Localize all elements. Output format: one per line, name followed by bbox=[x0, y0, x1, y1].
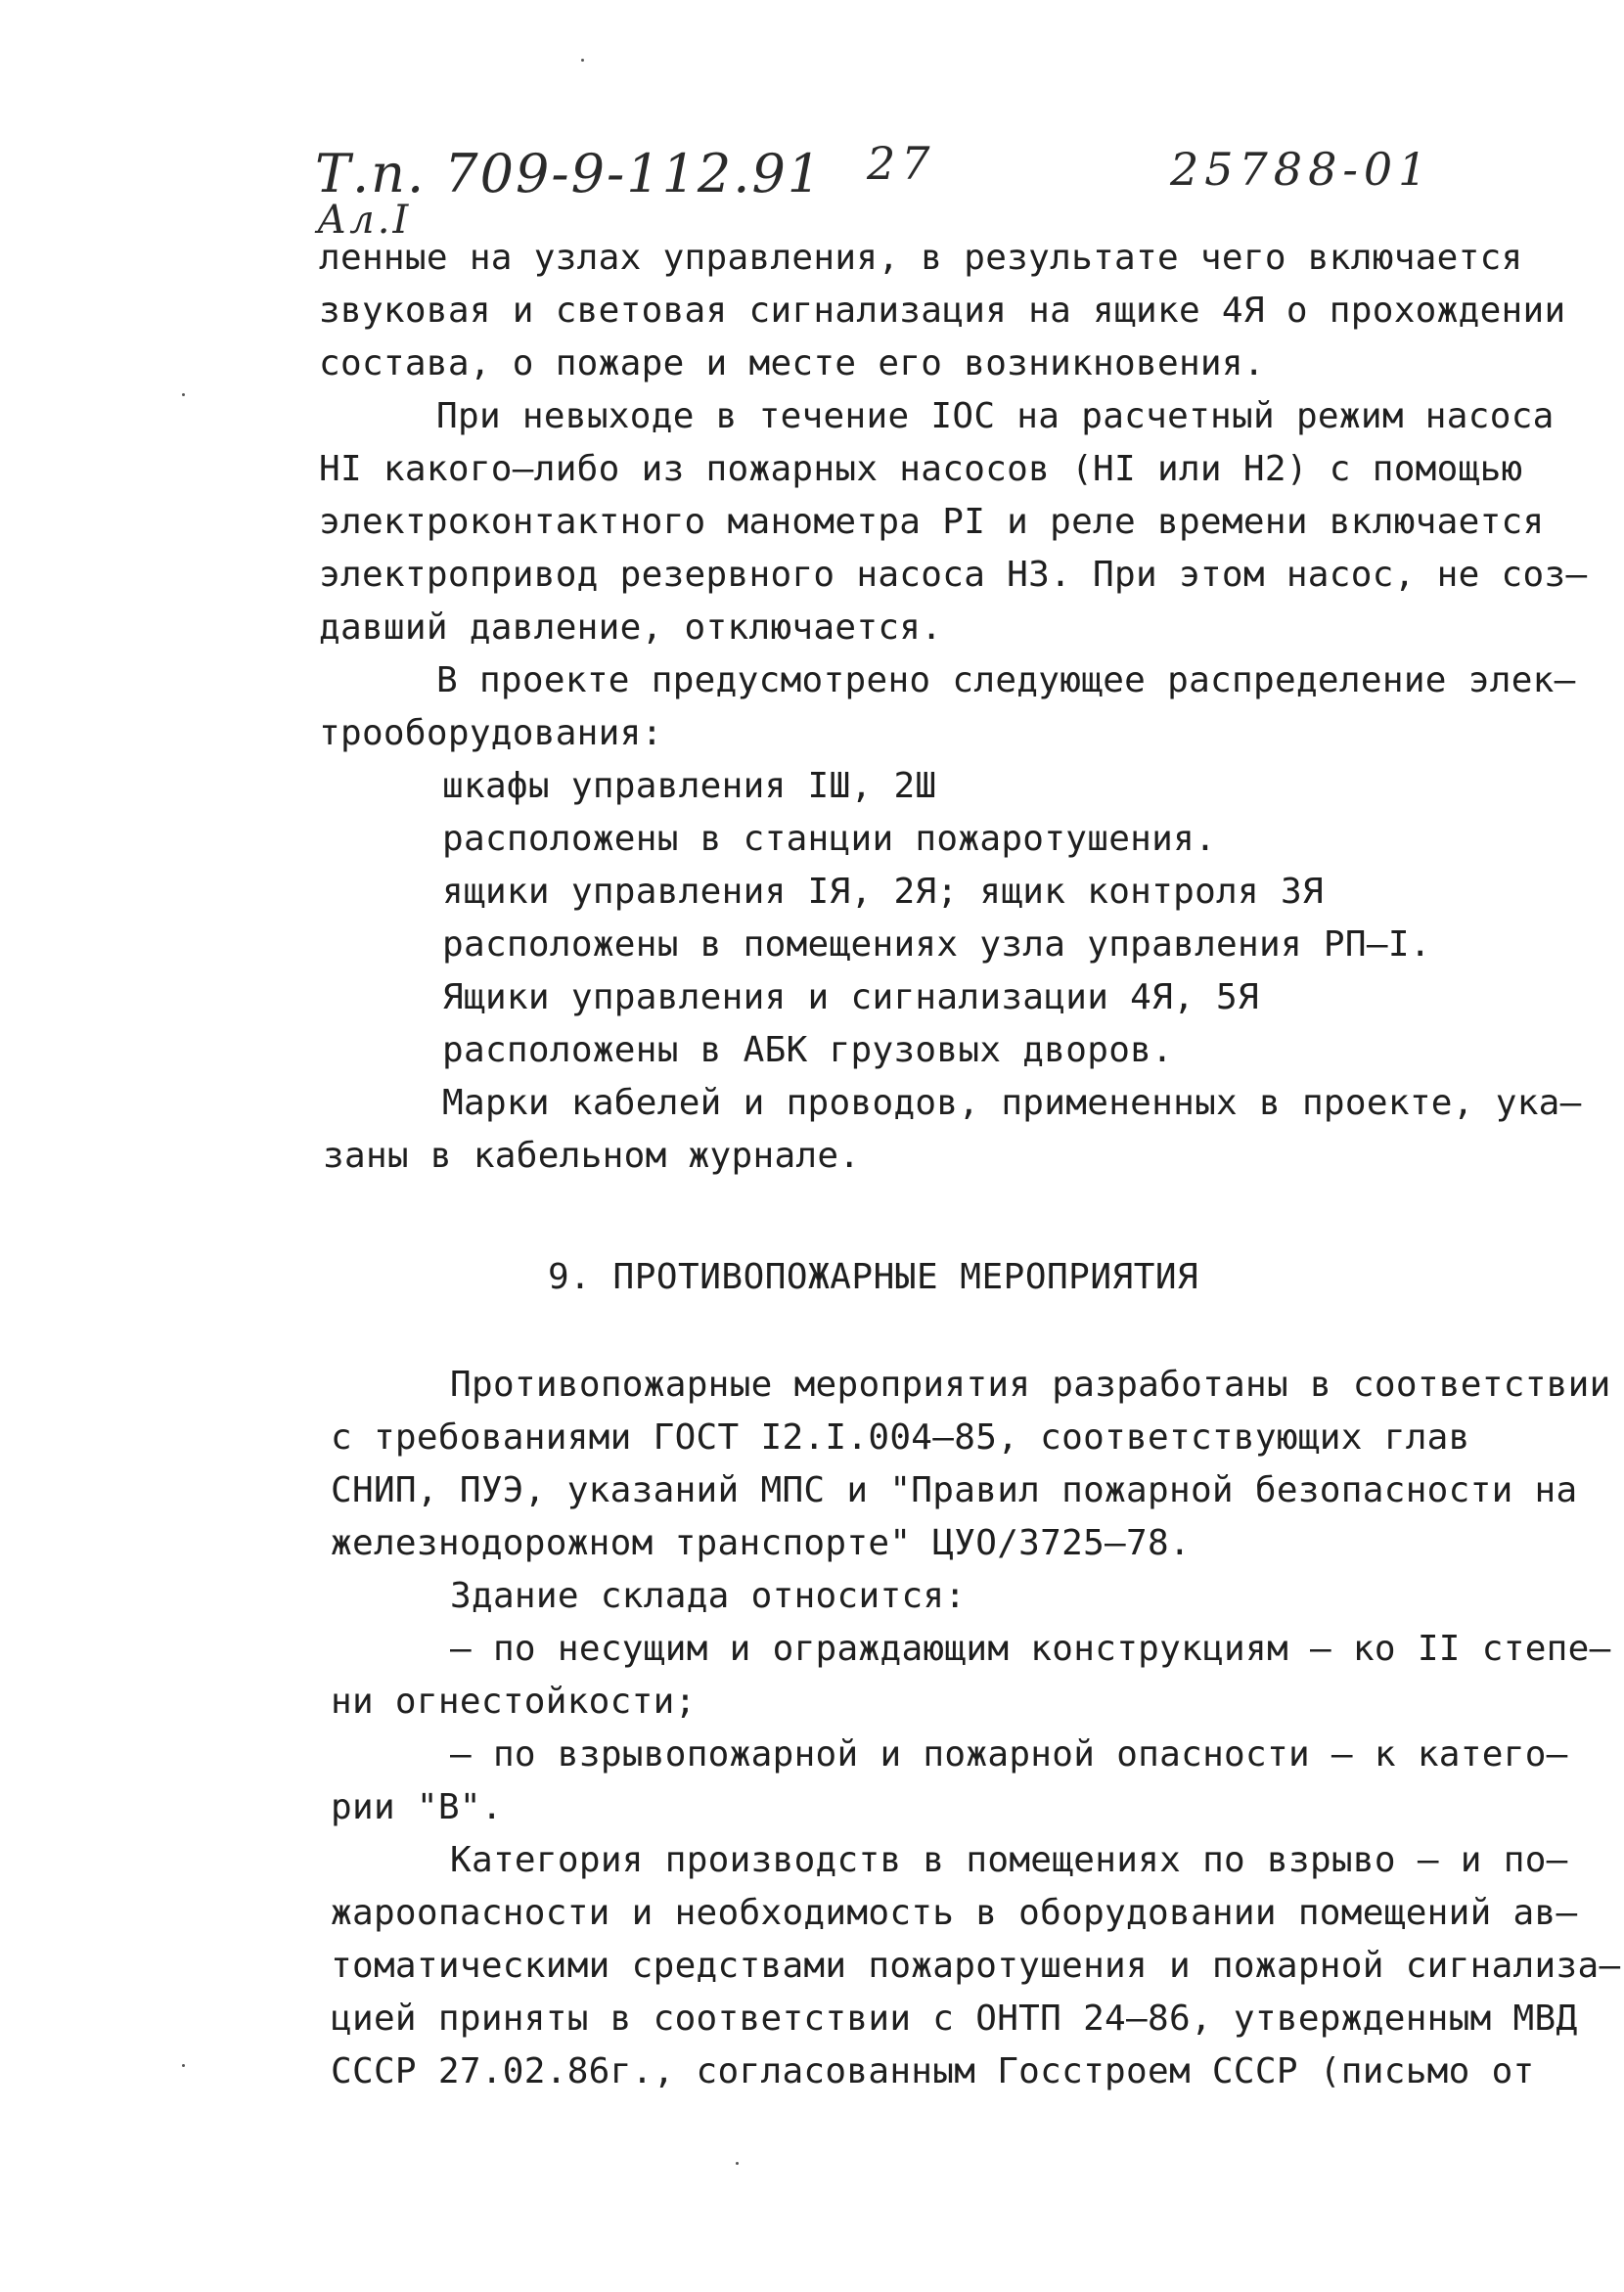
text-line: железнодорожном транспорте" ЦУО/3725–78. bbox=[331, 1523, 1191, 1563]
scan-speck bbox=[182, 393, 185, 396]
handwritten-album-number: Ал.I bbox=[317, 198, 412, 243]
text-line: ящики управления IЯ, 2Я; ящик контроля 3Я bbox=[442, 872, 1324, 912]
text-line: томатическими средствами пожаротушения и пожарной сигнализа– bbox=[331, 1946, 1621, 1986]
text-line: – по взрывопожарной и пожарной опасности – к катего– bbox=[450, 1734, 1568, 1775]
text-line: давший давление, отключается. bbox=[319, 607, 943, 648]
text-line: шкафы управления IШ, 2Ш bbox=[442, 766, 937, 806]
text-line: расположены в станции пожаротушения. bbox=[442, 819, 1217, 859]
text-line: расположены в АБК грузовых дворов. bbox=[442, 1030, 1174, 1070]
text-line: Ящики управления и сигнализации 4Я, 5Я bbox=[442, 977, 1260, 1017]
text-line: состава, о пожаре и месте его возникновения. bbox=[319, 343, 1265, 383]
text-line: жароопасности и необходимость в оборудовании помещений ав– bbox=[331, 1893, 1578, 1933]
section-heading: 9. ПРОТИВОПОЖАРНЫЕ МЕРОПРИЯТИЯ bbox=[548, 1257, 1199, 1297]
scan-speck bbox=[736, 2162, 739, 2165]
text-line: СССР 27.02.86г., согласованным Госстроем СССР (письмо от bbox=[331, 2051, 1535, 2091]
text-line: электроконтактного манометра PI и реле времени включается bbox=[319, 502, 1545, 542]
text-line: трооборудования: bbox=[319, 713, 663, 753]
text-line: электропривод резервного насоса H3. При этом насос, не соз– bbox=[319, 555, 1588, 595]
text-line: с требованиями ГОСТ I2.I.004–85, соответствующих глав bbox=[331, 1417, 1470, 1458]
handwritten-project-reference: Т.п. 709-9-112.91 bbox=[315, 143, 824, 204]
handwritten-page-number: 27 bbox=[867, 137, 936, 190]
text-line: HI какого–либо из пожарных насосов (HI или H2) с помощью bbox=[319, 449, 1523, 489]
text-line: Здание склада относится: bbox=[450, 1576, 967, 1616]
text-line: звуковая и световая сигнализация на ящике 4Я о прохождении bbox=[319, 291, 1566, 331]
text-line: Противопожарные мероприятия разработаны в соответствии bbox=[450, 1365, 1611, 1405]
text-line: заны в кабельном журнале. bbox=[323, 1136, 861, 1176]
text-line: рии "В". bbox=[331, 1787, 503, 1827]
scan-speck bbox=[182, 2064, 185, 2067]
text-line: ленные на узлах управления, в результате чего включается bbox=[319, 238, 1523, 278]
text-line: – по несущим и ограждающим конструкциям – ко II степе– bbox=[450, 1629, 1611, 1669]
handwritten-document-code: 25788-01 bbox=[1170, 143, 1433, 196]
scan-speck bbox=[581, 59, 584, 62]
text-line: расположены в помещениях узла управления РП–I. bbox=[442, 924, 1431, 965]
text-line: Категория производств в помещениях по взрыво – и по– bbox=[450, 1840, 1568, 1880]
text-line: СНИП, ПУЭ, указаний МПС и "Правил пожарной безопасности на bbox=[331, 1470, 1578, 1510]
text-line: В проекте предусмотрено следующее распределение элек– bbox=[436, 660, 1576, 700]
text-line: цией приняты в соответствии с ОНТП 24–86, утвержденным МВД bbox=[331, 1999, 1578, 2039]
text-line: ни огнестойкости; bbox=[331, 1682, 697, 1722]
text-line: Марки кабелей и проводов, примененных в проекте, ука– bbox=[442, 1083, 1582, 1123]
text-line: При невыходе в течение IOC на расчетный режим насоса bbox=[436, 396, 1555, 436]
